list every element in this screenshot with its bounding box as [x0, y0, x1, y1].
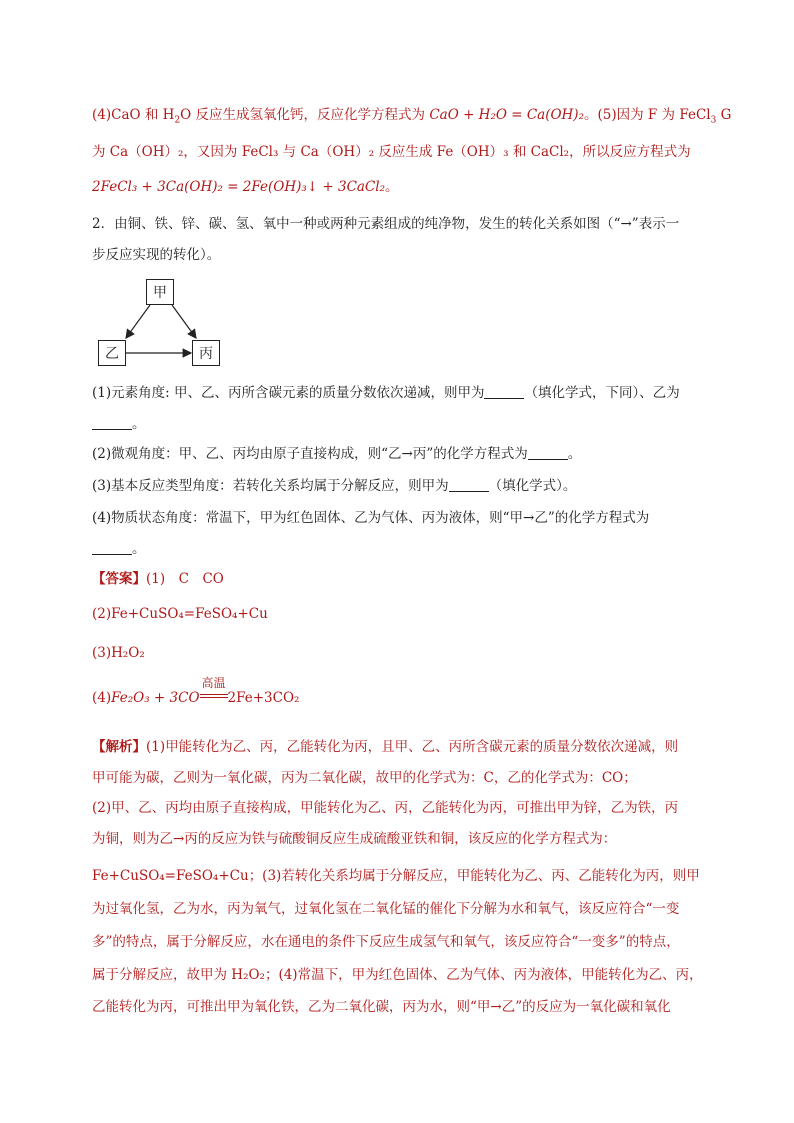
- q2-text: (2)微观角度：甲、乙、丙均由原子直接构成，则“乙→丙”的化学方程式为: [92, 446, 528, 462]
- prev-text: 。: [385, 179, 399, 195]
- q1-text: (1)元素角度: 甲、乙、丙所含碳元素的质量分数依次递减，则甲为: [92, 385, 485, 401]
- q3-text: (3)基本反应类型角度：若转化关系均属于分解反应，则甲为: [92, 478, 449, 494]
- question-2: [92, 444, 581, 464]
- arrow-jia-bing: [172, 305, 196, 338]
- node-yi: 乙: [98, 340, 126, 366]
- question-stem-1: 2．由铜、铁、锌、碳、氢、氧中一种或两种元素组成的纯净物，发生的转化关系如图（“→”表示一: [92, 216, 680, 232]
- node-bing: 丙: [192, 340, 220, 366]
- answer-line-1: [92, 569, 224, 589]
- node-jia: 甲: [146, 279, 174, 305]
- q1-text: 。: [132, 416, 146, 432]
- q1-text: （填化学式，下同）、乙为: [524, 385, 680, 401]
- question-4-cont: [92, 539, 146, 559]
- question-4: (4)物质状态角度：常温下，甲为红色固体、乙为气体、丙为液体，则“甲→乙”的化学方程式为: [92, 510, 650, 526]
- arrow-jia-yi: [126, 305, 150, 338]
- analysis-text: (1)甲能转化为乙、丙，乙能转化为丙，且甲、乙、丙所含碳元素的质量分数依次递减，则: [146, 739, 679, 755]
- answer-2: (2)Fe+CuSO₄=FeSO₄+Cu: [92, 606, 268, 622]
- analysis-line-7: 多”的特点，属于分解反应，水在通电的条件下反应生成氢气和氧气，该反应符合“一变多”的特点，: [92, 934, 680, 950]
- prev-text: 。(5)因为 F 为 FeCl: [583, 107, 711, 123]
- prev-text: (4)CaO 和 H: [92, 107, 175, 123]
- answer-blank[interactable]: [484, 384, 524, 399]
- answer-4-right: 2Fe+3CO₂: [227, 690, 300, 706]
- double-line: [200, 694, 228, 698]
- prev-text: O 反应生成氢氧化钙，反应化学方程式为: [180, 107, 426, 123]
- analysis-equation: Fe+CuSO₄=FeSO₄+Cu: [92, 868, 249, 884]
- prev-text: G: [716, 107, 732, 123]
- analysis-line-4: 为铜，则为乙→丙的反应为铁与硫酸铜反应生成硫酸亚铁和铜，该反应的化学方程式为：: [92, 831, 617, 847]
- reaction-condition: [200, 676, 228, 708]
- q2-text: 。: [567, 446, 582, 462]
- answer-tag: 【答案】: [92, 571, 146, 587]
- q4-text: 。: [132, 541, 146, 557]
- analysis-text: ；(3)若转化关系均属于分解反应，甲能转化为乙、丙、乙能转化为丙，则甲: [248, 868, 700, 884]
- prev-equation: 2FeCl₃ + 3Ca(OH)₂ = 2Fe(OH)₃↓ + 3CaCl₂: [92, 179, 386, 195]
- prev-line-2: 为 Ca（OH）₂，又因为 FeCl₃ 与 Ca（OH）₂ 反应生成 Fe（OH）₃ 和 CaCl₂，所以反应方程式为: [92, 144, 691, 160]
- analysis-line-6: 为过氧化氢，乙为水，丙为氧气，过氧化氢在二氧化锰的催化下分解为水和氧气，该反应符合“一变: [92, 901, 680, 917]
- answer-blank[interactable]: [449, 477, 489, 492]
- answer-3: (3)H₂O₂: [92, 645, 145, 661]
- question-stem-2: 步反应实现的转化）。: [92, 247, 221, 263]
- question-1-cont: [92, 414, 146, 434]
- answer-blank[interactable]: [92, 415, 132, 430]
- condition-text: 高温: [201, 676, 226, 690]
- analysis-line-3: (2)甲、乙、丙均由原子直接构成，甲能转化为乙、丙，乙能转化为丙，可推出甲为锌，乙为铁，丙: [92, 800, 679, 816]
- question-1: [92, 383, 680, 403]
- analysis-line-5: [92, 866, 700, 886]
- question-3: [92, 476, 576, 496]
- answer-4-prefix: (4): [92, 690, 112, 706]
- prev-line-1: (4)CaO 和 $H_2O$ 反应生成氢氧化钙，反应化学方程式为 CaO + H₂O = Ca(OH)₂。(5)因为 F 为 FeCl$_3$ G: [92, 107, 732, 126]
- analysis-tag: 【解析】: [92, 739, 146, 755]
- analysis-line-9: 乙能转化为丙，可推出甲为氧化铁，乙为二氧化碳，丙为水，则“甲→乙”的反应为一氧化碳和氧化: [92, 999, 671, 1015]
- answer-4-left: Fe₂O₃ + 3CO: [111, 690, 200, 706]
- analysis-line-8: 属于分解反应，故甲为 H₂O₂；(4)常温下，甲为红色固体、乙为气体、丙为液体，甲能转化为乙、丙，: [92, 967, 703, 983]
- answer-1: (1) C CO: [146, 571, 224, 587]
- analysis-line-1: [92, 737, 678, 757]
- answer-4: [92, 676, 300, 708]
- q3-text: （填化学式）。: [488, 478, 577, 494]
- answer-blank[interactable]: [528, 445, 568, 460]
- answer-blank[interactable]: [92, 540, 132, 555]
- analysis-line-2: 甲可能为碳，乙则为一氧化碳，丙为二氧化碳，故甲的化学式为：C，乙的化学式为：CO；: [92, 770, 637, 786]
- prev-equation: CaO + H₂O = Ca(OH)₂: [429, 107, 584, 123]
